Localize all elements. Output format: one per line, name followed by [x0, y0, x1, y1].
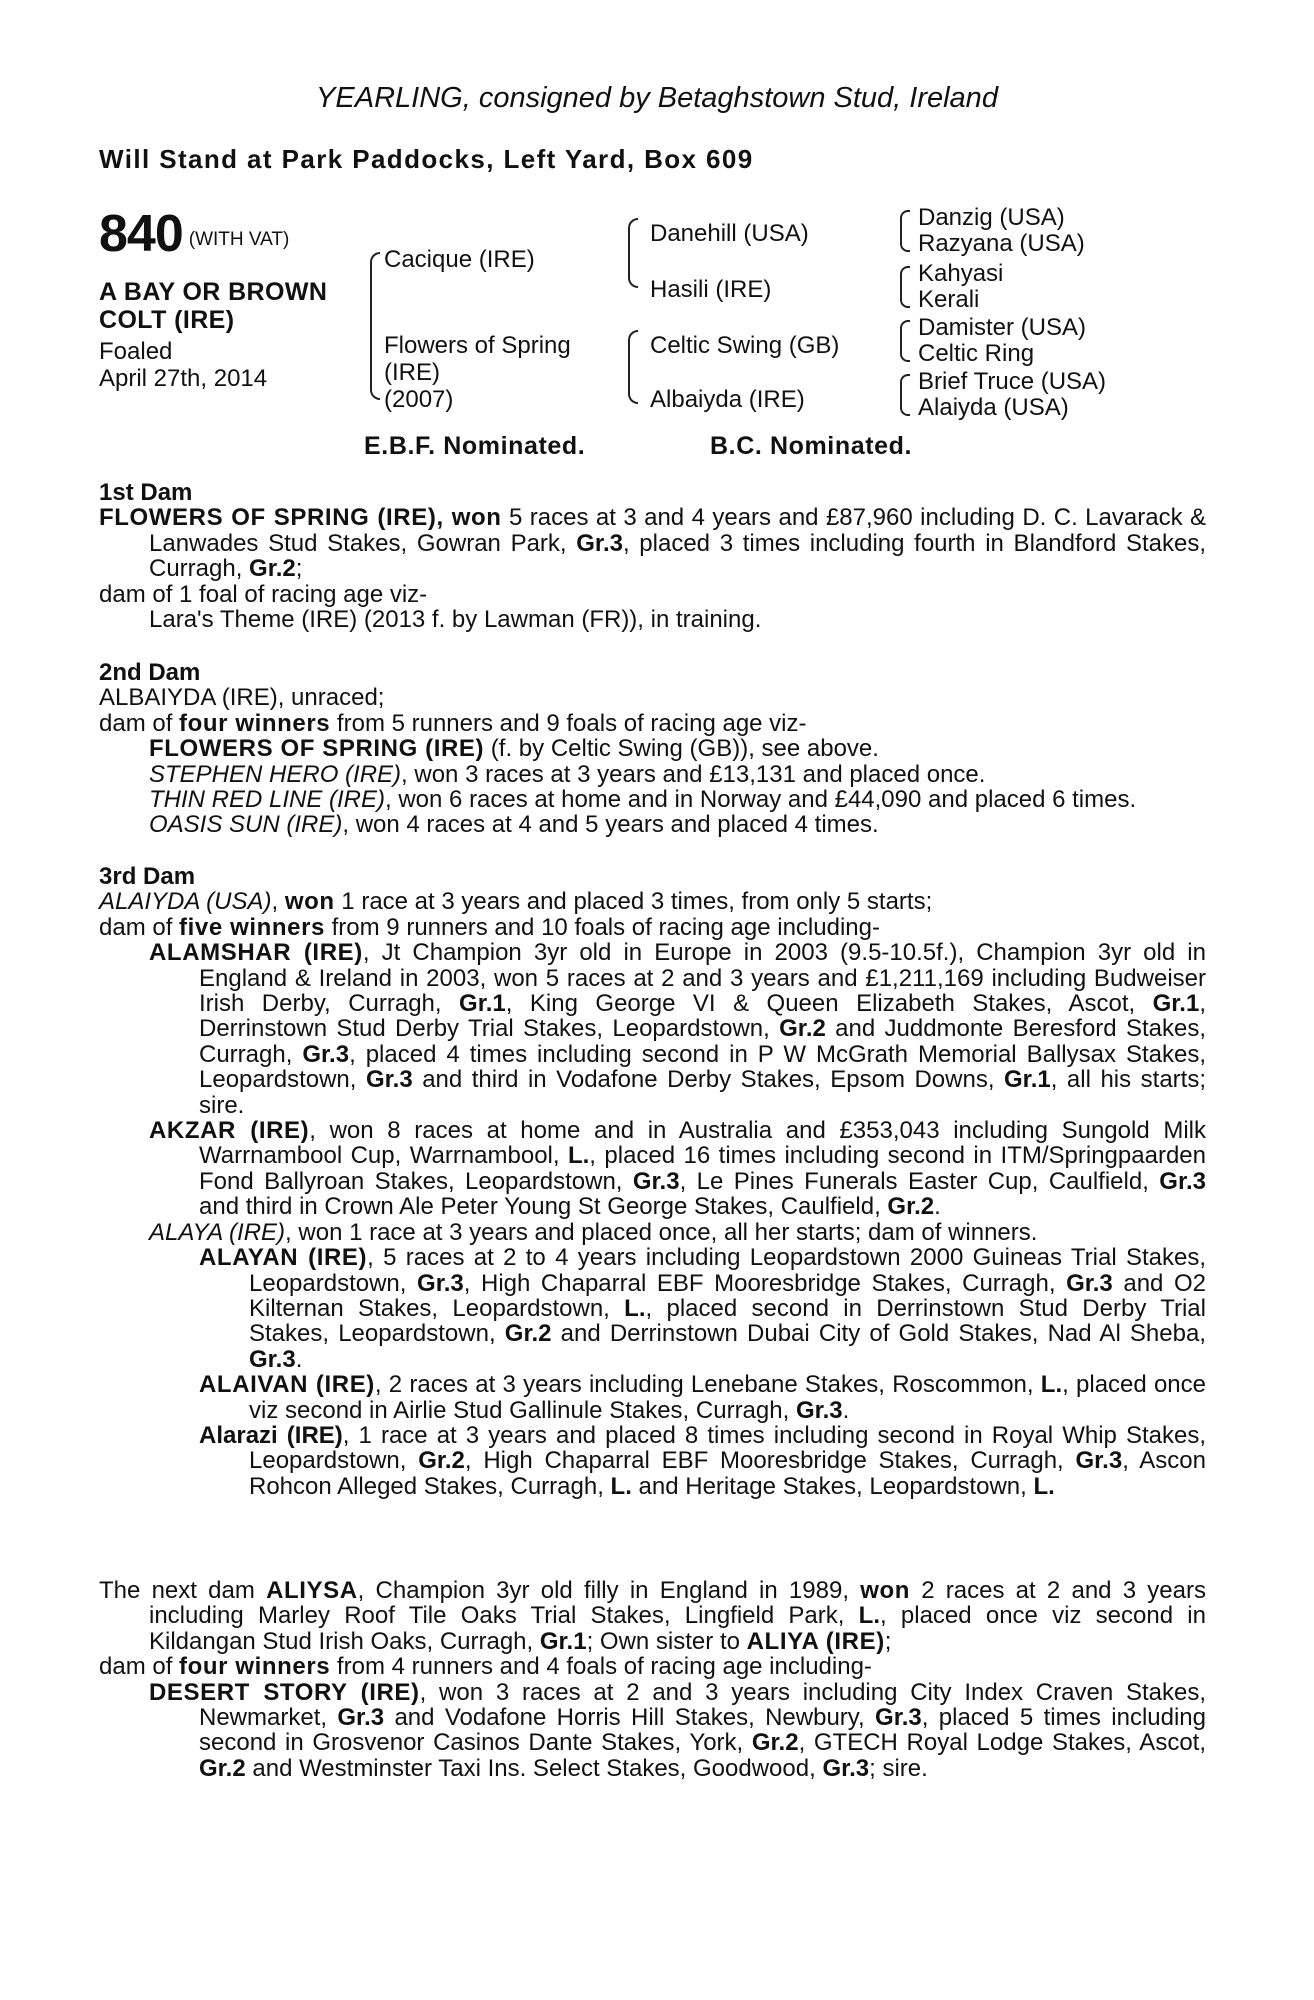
pedigree-brace-sire [628, 218, 638, 288]
pedigree-sire-sire: Danehill (USA) [650, 220, 809, 247]
foaled-date: April 27th, 2014 [99, 365, 268, 392]
third-dam-heading: 3rd Dam [99, 863, 196, 890]
pedigree-dam-dam: Albaiyda (IRE) [650, 386, 805, 413]
pedigree-g2: Razyana (USA) [918, 230, 1085, 257]
produce-entry-desert-story: DESERT STORY (IRE), won 3 races at 2 and 3 years including City Index Craven Stakes, Newmarket, Gr.3 and Vodafone Horris Hill Stakes, Newbury, Gr.3, placed 5 times including second in Grosvenor Casinos Dante Stakes, York, Gr.2, GTECH Royal Lodge Stakes, Ascot, Gr.2 and Westminster Taxi Ins. Select Stakes, Goodwood, Gr.3; sire. [149, 1678, 1206, 1782]
pedigree-g5: Damister (USA) [918, 314, 1087, 341]
pedigree-dam-line2: (IRE) [384, 359, 440, 386]
bc-nominated: B.C. Nominated. [710, 432, 913, 460]
lot-header: YEARLING, consigned by Betaghstown Stud, Ireland [316, 82, 998, 114]
pedigree-g8: Alaiyda (USA) [918, 394, 1069, 421]
pedigree-brace-main [370, 252, 380, 400]
pedigree-dam-line1: Flowers of Spring [384, 332, 571, 359]
lot-info [99, 205, 364, 392]
produce-entry-alaivan: ALAIVAN (IRE), 2 races at 3 years including Lenebane Stakes, Roscommon, L., placed once viz second in Airlie Stud Gallinule Stakes, Curragh, Gr.3. [199, 1371, 1206, 1424]
produce-entry-akzar: AKZAR (IRE), won 8 races at home and in Australia and £353,043 including Sungold Milk Warrnambool Cup, Warrnambool, L., placed 16 times including second in ITM/Springpaarden Fond Ballyroan Stakes, Leopardstown, Gr.3, Le Pines Funerals Easter Cup, Caulfield, Gr.3 and third in Crown Ale Peter Young St George Stakes, Caulfield, Gr.2. [149, 1117, 1206, 1221]
produce-entry: FLOWERS OF SPRING (IRE) (f. by Celtic Swing (GB)), see above. [149, 735, 879, 763]
first-dam-heading: 1st Dam [99, 479, 193, 506]
foaled-label: Foaled [99, 338, 173, 365]
third-dam-section [99, 864, 1206, 1499]
pedigree-g6: Celtic Ring [918, 340, 1035, 367]
next-dam-section [99, 1578, 1206, 1781]
next-dam-produce-summary: dam of four winners from 4 runners and 4 foals of racing age including- [99, 1653, 872, 1681]
pedigree-sire: Cacique (IRE) [384, 246, 535, 273]
lot-sex-line2: COLT (IRE) [99, 306, 235, 334]
pedigree-sire-dam: Hasili (IRE) [650, 276, 772, 303]
group-grade: Gr.2 [249, 555, 296, 583]
pedigree-brace-g3 [900, 320, 910, 362]
second-dam-heading: 2nd Dam [99, 659, 201, 686]
second-dam-produce-summary: dam of four winners from 5 runners and 9 foals of racing age viz- [99, 709, 807, 737]
foaled-info [99, 338, 364, 392]
produce-entry: Lara's Theme (IRE) (2013 f. by Lawman (FR)), in training. [149, 606, 762, 634]
first-dam-record: FLOWERS OF SPRING (IRE), won 5 races at 3 and 4 years and £87,960 including D. C. Lavarack & Lanwades Stud Stakes, Gowran Park, Gr.3, placed 3 times including fourth in Blandford Stakes, Curragh, Gr.2; [99, 504, 1207, 583]
produce-entry-alayan: ALAYAN (IRE), 5 races at 2 to 4 years including Leopardstown 2000 Guineas Trial Stakes, Leopardstown, Gr.3, High Chaparral EBF Mooresbridge Stakes, Curragh, Gr.3 and O2 Kilternan Stakes, Leopardstown, L., placed second in Derrinstown Stud Derby Trial Stakes, Leopardstown, Gr.2 and Derrinstown Dubai City of Gold Stakes, Nad Al Sheba, Gr.3. [199, 1244, 1207, 1373]
pedigree-brace-g1 [900, 210, 910, 252]
pedigree-brace-g2 [900, 266, 910, 308]
pedigree-dam-line3: (2007) [384, 386, 454, 413]
second-dam-section [99, 660, 1206, 838]
lot-vat: (WITH VAT) [188, 229, 290, 250]
produce-entry-alarazi: Alarazi (IRE), 1 race at 3 years and placed 8 times including second in Royal Whip Stakes, Leopardstown, Gr.2, High Chaparral EBF Mooresbridge Stakes, Curragh, Gr.3, Ascon Rohcon Alleged Stakes, Curragh, L. and Heritage Stakes, Leopardstown, L. [199, 1421, 1206, 1500]
first-dam-section [99, 480, 1206, 632]
next-dam-record: The next dam ALIYSA, Champion 3yr old filly in England in 1989, won 2 races at 2 and 3 years including Marley Roof Tile Oaks Trial Stakes, Lingfield Park, L., placed once viz second in Kildangan Stud Irish Oaks, Curragh, Gr.1; Own sister to ALIYA (IRE); [99, 1577, 1206, 1655]
produce-entry: THIN RED LINE (IRE), won 6 races at home and in Norway and £44,090 and placed 6 times. [149, 786, 1137, 814]
lot-number-line [99, 205, 364, 266]
won-label: won [451, 504, 502, 532]
pedigree-g3: Kahyasi [918, 260, 1004, 287]
first-dam-name: FLOWERS OF SPRING (IRE) [99, 504, 437, 532]
third-dam-produce-summary: dam of five winners from 9 runners and 10 foals of racing age including- [99, 913, 880, 941]
group-grade: Gr.3 [576, 529, 623, 557]
ebf-nominated: E.B.F. Nominated. [364, 432, 586, 460]
pedigree-g7: Brief Truce (USA) [918, 368, 1107, 395]
pedigree-brace-g4 [900, 374, 910, 416]
stand-location: Will Stand at Park Paddocks, Left Yard, Box 609 [99, 144, 754, 174]
pedigree-g4: Kerali [918, 286, 980, 313]
pedigree-brace-dam [628, 330, 638, 404]
lot-sex-line1: A BAY OR BROWN [99, 278, 328, 306]
produce-entry-alamshar: ALAMSHAR (IRE), Jt Champion 3yr old in Europe in 2003 (9.5-10.5f.), Champion 3yr old in England & Ireland in 2003, won 5 races at 2 and 3 years and £1,211,169 including Budweiser Irish Derby, Curragh, Gr.1, King George VI & Queen Elizabeth Stakes, Ascot, Gr.1, Derrinstown Stud Derby Trial Stakes, Leopardstown, Gr.2 and Juddmonte Beresford Stakes, Curragh, Gr.3, placed 4 times including second in P W McGrath Memorial Ballysax Stakes, Leopardstown, Gr.3 and third in Vodafone Derby Stakes, Epsom Downs, Gr.1, all his starts; sire. [149, 939, 1206, 1119]
lot-description [99, 278, 364, 334]
produce-entry: OASIS SUN (IRE), won 4 races at 4 and 5 years and placed 4 times. [149, 811, 879, 839]
second-dam-name: ALBAIYDA (IRE), unraced; [99, 684, 385, 712]
lot-number: 840 [99, 205, 183, 263]
produce-entry-alaya: ALAYA (IRE), won 1 race at 3 years and placed once, all her starts; dam of winners. [149, 1218, 1038, 1246]
pedigree-g1: Danzig (USA) [918, 204, 1065, 231]
pedigree-dam-sire: Celtic Swing (GB) [650, 332, 840, 359]
third-dam-record: ALAIYDA (USA), won 1 race at 3 years and placed 3 times, from only 5 starts; [99, 888, 933, 916]
pedigree-dam [384, 332, 571, 413]
produce-entry: STEPHEN HERO (IRE), won 3 races at 3 years and £13,131 and placed once. [149, 760, 986, 788]
first-dam-produce-summary: dam of 1 foal of racing age viz- [99, 580, 428, 608]
